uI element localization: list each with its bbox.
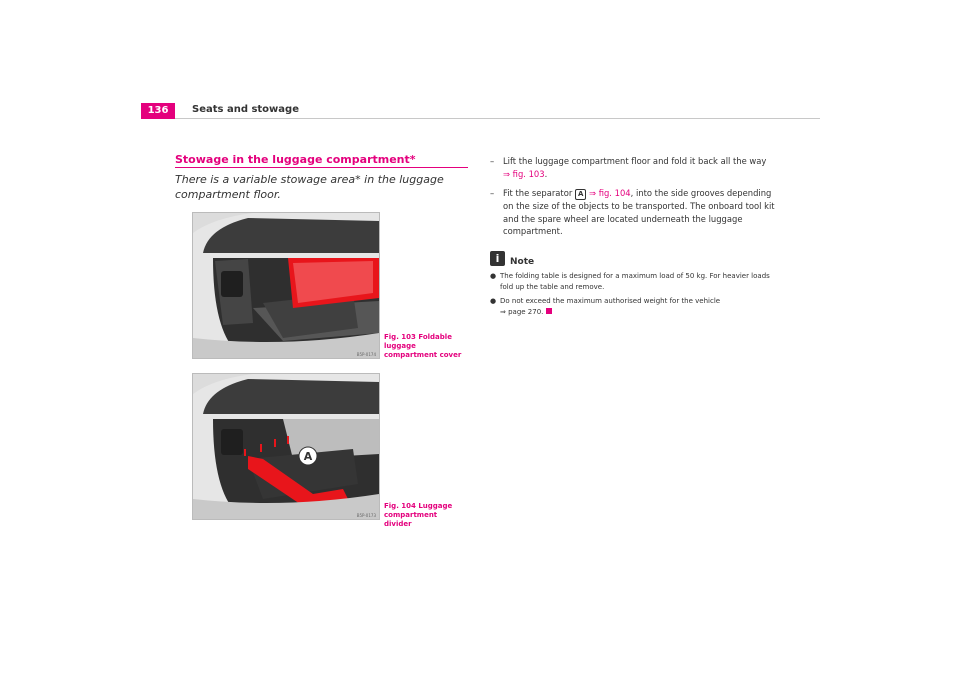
header-divider	[175, 118, 820, 119]
section-title: Stowage in the luggage compartment*	[175, 153, 416, 166]
step-dash: –	[490, 188, 495, 198]
figure-103-caption: Fig. 103 Foldable luggage compartment cover	[384, 333, 462, 359]
figure-104-image	[192, 373, 380, 520]
note-icon: i	[490, 251, 505, 266]
figure-103-image	[192, 212, 380, 359]
figure-104-caption: Fig. 104 Luggage compartment divider	[384, 502, 453, 528]
note-title: Note	[510, 257, 535, 267]
page-number: 136	[141, 103, 175, 119]
section-divider	[175, 167, 468, 168]
section-intro: There is a variable stowage area* in the luggage compartment floor.	[175, 173, 444, 201]
note-bullet-2	[490, 296, 775, 317]
note-bullet-text: The folding table is designed for a maximum load of 50 kg. For heavier loads fold up the table and remove.	[500, 272, 770, 291]
callout-a-label: A	[575, 189, 586, 200]
bullet-icon: ●	[490, 272, 497, 280]
step-text: Lift the luggage compartment floor and fold it back all the way	[503, 156, 767, 166]
step-text-end: , into the side grooves depending on the size of the objects to be transported. The onboard tool kit and the spare wheel are located underneath the luggage compartment.	[503, 188, 775, 236]
figure-103-link[interactable]: ⇒ fig. 103	[503, 168, 545, 179]
bullet-icon: ●	[490, 297, 497, 305]
figure-104-code: B5P-0173	[356, 513, 376, 518]
step-dash: –	[490, 156, 495, 166]
figure-103-code: B5P-0174	[356, 352, 376, 357]
chapter-title: Seats and stowage	[192, 104, 299, 115]
end-of-section-icon	[546, 308, 552, 314]
step-2	[490, 187, 775, 238]
step-text-end: .	[544, 168, 548, 179]
step-text: Fit the separator	[503, 188, 575, 198]
figure-104-callout: A	[303, 450, 313, 463]
figure-104-link[interactable]: ⇒ fig. 104	[586, 188, 631, 198]
step-1	[490, 155, 775, 180]
note-bullet-1	[490, 271, 775, 292]
page-270-link[interactable]: ⇒ page 270.	[500, 307, 544, 316]
note-bullet-text: Do not exceed the maximum authorised weight for the vehicle	[500, 297, 721, 305]
